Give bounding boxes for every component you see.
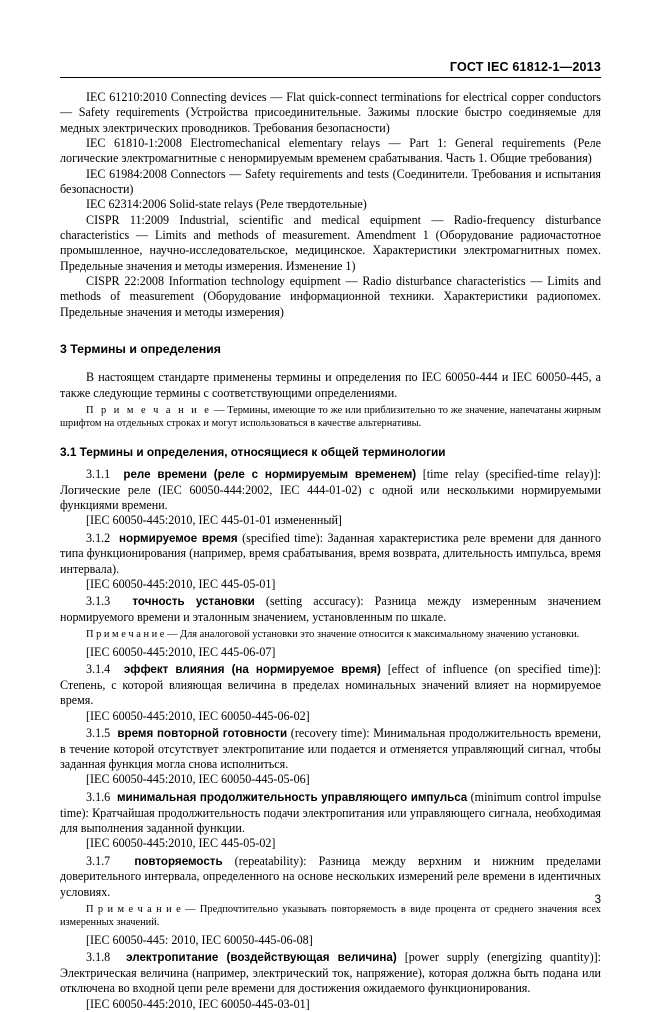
note-text: — Термины, имеющие то же или приблизительно то же значение, напечатаны жирным шрифтом на отдельных строках и могут использоваться в качестве альтернативы. bbox=[60, 404, 601, 430]
term-entry bbox=[60, 950, 601, 1012]
intro-paragraph: IEC 61810-1:2008 Electromechanical elementary relays — Part 1: General requirements (Реле логические электромагнитные с ненормируемым временем срабатывания. Часть 1. Общие требования) bbox=[60, 136, 601, 166]
term-reference: [IEC 60050-445:2010, IEC 60050-445-05-06] bbox=[86, 772, 310, 787]
subsection-heading: 3.1 Термины и определения, относящиеся к общей терминологии bbox=[60, 444, 446, 459]
term-label: повторяемость bbox=[134, 854, 223, 868]
page-number: 3 bbox=[594, 894, 601, 906]
term-reference: [IEC 60050-445:2010, IEC 445-05-02] bbox=[86, 836, 276, 851]
intro-paragraph: CISPR 11:2009 Industrial, scientific and medical equipment — Radio-frequency disturbance characteristics — Limits and methods of measurement. Amendment 1 (Оборудование радиочастотное промышленное, научно-исследовательское, медицинское. Характеристики электромагнитных помех. Предельные значения и методы измерения. Изменение 1) bbox=[60, 212, 601, 273]
term-number: 3.1.3 bbox=[86, 594, 111, 609]
term-reference: [IEC 60050-445:2010, IEC 445-01-01 измененный] bbox=[86, 513, 342, 528]
term-entry bbox=[60, 467, 601, 529]
term-reference: [IEC 60050-445:2010, IEC 60050-445-06-02] bbox=[86, 708, 310, 723]
page-header: ГОСТ IEC 61812-1—2013 bbox=[449, 60, 601, 74]
term-number: 3.1.4 bbox=[86, 662, 111, 677]
term-definition: (minimum control impulse time): Кратчайшая продолжительность подачи электропитания или управляющего сигнала, необходимая для выполнения заданной функции. bbox=[60, 789, 602, 835]
term-definition: [power supply (energizing quantity)]: Электрическая величина (например, электрический ток, напряжение), которая должна быть подана или отключена во входной цепи реле времени для достижения ожидаемого функционирования. bbox=[60, 950, 601, 996]
note-label: П р и м е ч а н и е bbox=[86, 404, 212, 416]
term-note: П р и м е ч а н и е — Предпочтительно указывать повторяемость в виде процента от среднего значения всех измеренных значений. bbox=[60, 903, 601, 929]
term-reference: [IEC 60050-445:2010, IEC 445-06-07] bbox=[86, 644, 276, 659]
term-reference: [IEC 60050-445: 2010, IEC 60050-445-06-08] bbox=[86, 932, 313, 947]
term-definition: (repeatability): Разница между верхним и нижним пределами доверительного интервала, определенного на основе нескольких измерений реле времени в идентичных условиях. bbox=[60, 853, 602, 899]
term-label: эффект влияния (на нормируемое время) bbox=[123, 663, 381, 677]
term-number: 3.1.7 bbox=[86, 853, 111, 868]
section-lead-paragraph: В настоящем стандарте применены термины и определения по IEC 60050-444 и IEC 60050-445, а также следующие термины с соответствующими определениями. bbox=[60, 370, 601, 400]
term-number: 3.1.5 bbox=[86, 726, 111, 741]
term-definition: (setting accuracy): Разница между измеренным значением нормируемого времени и эталонным значением, установленным по шкале. bbox=[60, 594, 602, 625]
term-note: П р и м е ч а н и е — Для аналоговой установки это значение относится к максимальному значению установки. bbox=[86, 629, 580, 641]
term-label: электропитание (воздействующая величина) bbox=[126, 951, 397, 965]
intro-paragraph: CISPR 22:2008 Information technology equipment — Radio disturbance characteristics — Limits and methods of measurement (Оборудование информационной техники. Характеристики радиопомех. Предельные значения и методы измерения) bbox=[60, 274, 601, 319]
term-label: минимальная продолжительность управляющего импульса bbox=[116, 790, 468, 804]
intro-paragraph: IEC 62314:2006 Solid-state relays (Реле твердотельные) bbox=[86, 197, 367, 212]
term-definition: [time relay (specified-time relay)]: Логические реле (IEC 60050-444:2002, IEC 444-01-02) с одной или несколькими нормируемыми функциями времени. bbox=[60, 466, 601, 512]
term-entry bbox=[60, 531, 601, 593]
term-definition: (recovery time): Минимальная продолжительность времени, в течение которой отсутствует электропитание или подается и отменяется управляющий сигнал, чтобы заданная функция могла снова исполниться. bbox=[60, 726, 601, 772]
term-definition: (specified time): Заданная характеристика реле времени для данного типа функционирования (например, время срабатывания, время возврата, длительность импульса, время интервала). bbox=[60, 530, 601, 576]
term-number: 3.1.8 bbox=[86, 950, 111, 965]
intro-paragraph: IEC 61984:2008 Connectors — Safety requirements and tests (Соединители. Требования и испытания безопасности) bbox=[60, 166, 601, 197]
intro-paragraph: IEC 61210:2010 Connecting devices — Flat quick-connect terminations for electrical copper conductors — Safety requirements (Устройства присоединительные. Зажимы плоские быстро соединяемые для медных электрических проводников. Требования безопасности) bbox=[60, 90, 601, 135]
term-reference: [IEC 60050-445:2010, IEC 60050-445-03-01] bbox=[86, 996, 310, 1011]
section-heading: 3 Термины и определения bbox=[60, 342, 221, 357]
term-entry bbox=[60, 854, 601, 949]
term-entry bbox=[60, 594, 601, 660]
term-number: 3.1.1 bbox=[86, 466, 111, 481]
term-entry bbox=[60, 662, 601, 724]
term-number: 3.1.6 bbox=[86, 789, 111, 804]
intro-block bbox=[60, 90, 601, 320]
header-divider bbox=[60, 77, 601, 78]
term-label: точность установки bbox=[132, 595, 255, 609]
term-entry bbox=[60, 790, 601, 852]
term-definition: [effect of influence (on specified time)]: Степень, с которой влияющая величина в пределах номинальных значений влияет на нормируемое время. bbox=[60, 662, 602, 708]
term-reference: [IEC 60050-445:2010, IEC 445-05-01] bbox=[86, 577, 276, 592]
term-label: время повторной готовности bbox=[117, 727, 288, 741]
term-entry bbox=[60, 726, 601, 788]
section-note bbox=[60, 404, 601, 431]
term-label: нормируемое время bbox=[119, 531, 238, 545]
term-label: реле времени (реле с нормируемым временем) bbox=[123, 467, 417, 481]
term-number: 3.1.2 bbox=[86, 530, 111, 545]
